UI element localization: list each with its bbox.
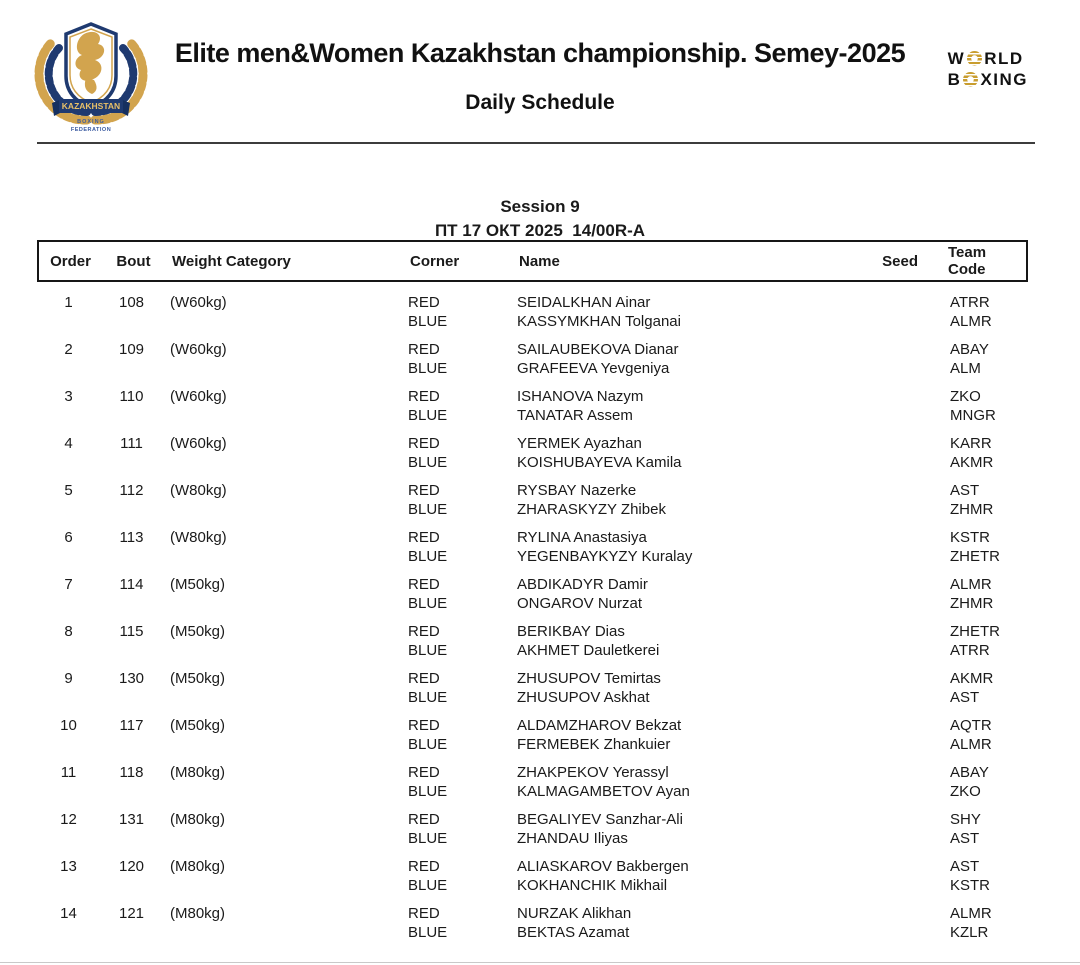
blue-seed [860, 924, 920, 943]
red-boxer-name: ISHANOVA Nazym [517, 388, 644, 405]
red-corner-label: RED [408, 717, 440, 734]
red-boxer-name: YERMEK Ayazhan [517, 435, 642, 452]
bout-cell: 109 [118, 341, 145, 358]
team-code-cell [920, 388, 1028, 425]
seed-cell [860, 905, 920, 942]
red-seed [860, 576, 920, 595]
red-corner-label: RED [408, 294, 440, 311]
name-cell [517, 717, 860, 754]
red-seed [860, 905, 920, 924]
weight-category-cell: (W80kg) [170, 482, 227, 499]
blue-team-code: ALMR [950, 312, 992, 330]
order-cell: 4 [64, 435, 73, 452]
name-cell [517, 905, 860, 942]
bout-cell: 114 [119, 576, 144, 593]
red-team-code: AQTR [950, 717, 992, 734]
blue-team-code: AST [950, 688, 980, 706]
header-titles [0, 0, 1080, 115]
weight-category-cell: (M50kg) [170, 576, 226, 593]
corner-cell [408, 529, 517, 566]
blue-team-code: ZHMR [950, 500, 994, 518]
table-row [37, 764, 1028, 801]
bout-cell: 130 [118, 670, 145, 687]
red-corner-label: RED [408, 670, 440, 687]
red-seed [860, 294, 920, 313]
red-team-code: AST [950, 858, 980, 875]
table-row [37, 388, 1028, 425]
seed-cell [860, 717, 920, 754]
session-title: Session 9 [500, 197, 580, 216]
red-corner-label: RED [408, 905, 440, 922]
blue-boxer-name: KASSYMKHAN Tolganai [517, 312, 681, 330]
blue-boxer-name: YEGENBAYKYZY Kuralay [517, 547, 693, 565]
red-corner-label: RED [408, 811, 440, 828]
kbf-boxing-text: BOXING [77, 119, 105, 125]
blue-seed [860, 501, 920, 520]
table-row [37, 576, 1028, 613]
red-boxer-name: BERIKBAY Dias [517, 623, 625, 640]
corner-cell [408, 670, 517, 707]
team-code-cell [920, 623, 1028, 660]
name-cell [517, 670, 860, 707]
red-corner-label: RED [408, 341, 440, 358]
team-code-cell [920, 341, 1028, 378]
red-boxer-name: ZHUSUPOV Temirtas [517, 670, 661, 687]
red-team-code: AST [950, 482, 980, 499]
red-boxer-name: ZHAKPEKOV Yerassyl [517, 764, 669, 781]
team-code-cell [920, 717, 1028, 754]
blue-corner-label: BLUE [408, 500, 448, 518]
table-row [37, 858, 1028, 895]
column-header-weight: Weight Category [172, 252, 291, 270]
red-boxer-name: SEIDALKHAN Ainar [517, 294, 651, 311]
seed-cell [860, 858, 920, 895]
name-cell [517, 623, 860, 660]
team-code-cell [920, 905, 1028, 942]
red-seed [860, 811, 920, 830]
column-header-corner: Corner [410, 252, 460, 270]
page-title: Elite men&Women Kazakhstan championship. Semey-2025 [174, 38, 906, 68]
weight-category-cell: (M80kg) [170, 858, 226, 875]
blue-seed [860, 595, 920, 614]
world-boxing-line1 [948, 48, 1028, 69]
red-corner-label: RED [408, 576, 440, 593]
red-boxer-name: BEGALIYEV Sanzhar-Ali [517, 811, 683, 828]
corner-cell [408, 623, 517, 660]
blue-team-code: AST [950, 829, 980, 847]
bout-cell: 108 [118, 294, 145, 311]
corner-cell [408, 435, 517, 472]
red-corner-label: RED [408, 388, 440, 405]
bout-cell: 112 [119, 482, 144, 499]
blue-corner-label: BLUE [408, 359, 448, 377]
blue-team-code: ATRR [950, 641, 990, 659]
red-corner-label: RED [408, 435, 440, 452]
wb-rld: RLD [984, 49, 1024, 68]
team-code-cell [920, 482, 1028, 519]
team-code-cell [920, 811, 1028, 848]
team-code-cell [920, 294, 1028, 331]
name-cell [517, 576, 860, 613]
name-cell [517, 341, 860, 378]
weight-category-cell: (M50kg) [170, 623, 226, 640]
table-row [37, 482, 1028, 519]
red-team-code: ZKO [950, 388, 981, 405]
blue-seed [860, 642, 920, 661]
red-seed [860, 388, 920, 407]
red-boxer-name: RYSBAY Nazerke [517, 482, 637, 499]
seed-cell [860, 811, 920, 848]
bout-cell: 110 [119, 388, 144, 405]
red-seed [860, 529, 920, 548]
blue-seed [860, 877, 920, 896]
blue-corner-label: BLUE [408, 688, 448, 706]
order-cell: 2 [64, 341, 73, 358]
blue-corner-label: BLUE [408, 876, 448, 894]
corner-cell [408, 388, 517, 425]
team-code-cell [920, 529, 1028, 566]
world-boxing-o-icon [967, 51, 982, 66]
blue-boxer-name: ONGAROV Nurzat [517, 594, 643, 612]
bout-cell: 121 [118, 905, 145, 922]
blue-corner-label: BLUE [408, 735, 448, 753]
blue-boxer-name: GRAFEEVA Yevgeniya [517, 359, 670, 377]
corner-cell [408, 341, 517, 378]
blue-team-code: ZKO [950, 782, 981, 800]
column-header-order: Order [50, 252, 91, 270]
weight-category-cell: (M80kg) [170, 764, 226, 781]
blue-seed [860, 830, 920, 849]
blue-boxer-name: TANATAR Assem [517, 406, 633, 424]
weight-category-cell: (W60kg) [170, 388, 227, 405]
order-cell: 12 [60, 811, 77, 828]
order-cell: 7 [64, 576, 73, 593]
red-corner-label: RED [408, 623, 440, 640]
bout-cell: 117 [119, 717, 144, 734]
name-cell [517, 811, 860, 848]
table-row [37, 670, 1028, 707]
seed-cell [860, 529, 920, 566]
corner-cell [408, 576, 517, 613]
table-row [37, 435, 1028, 472]
blue-corner-label: BLUE [408, 829, 448, 847]
red-seed [860, 341, 920, 360]
corner-cell [408, 811, 517, 848]
blue-seed [860, 360, 920, 379]
red-team-code: KSTR [950, 529, 991, 546]
order-cell: 8 [64, 623, 73, 640]
session-heading [0, 197, 1080, 241]
blue-corner-label: BLUE [408, 594, 448, 612]
red-team-code: SHY [950, 811, 981, 828]
blue-team-code: MNGR [950, 406, 996, 424]
blue-boxer-name: ZHARASKYZY Zhibek [517, 500, 666, 518]
order-cell: 9 [64, 670, 73, 687]
seed-cell [860, 482, 920, 519]
table-row [37, 811, 1028, 848]
team-code-cell [920, 435, 1028, 472]
corner-cell [408, 764, 517, 801]
corner-cell [408, 717, 517, 754]
red-boxer-name: ABDIKADYR Damir [517, 576, 648, 593]
blue-seed [860, 548, 920, 567]
weight-category-cell: (M50kg) [170, 670, 226, 687]
wb-b: B [947, 70, 962, 89]
blue-corner-label: BLUE [408, 782, 448, 800]
seed-cell [860, 764, 920, 801]
blue-boxer-name: BEKTAS Azamat [517, 923, 630, 941]
name-cell [517, 529, 860, 566]
blue-boxer-name: AKHMET Dauletkerei [517, 641, 660, 659]
seed-cell [860, 294, 920, 331]
team-code-cell [920, 764, 1028, 801]
table-row [37, 623, 1028, 660]
weight-category-cell: (W60kg) [170, 294, 227, 311]
blue-corner-label: BLUE [408, 312, 448, 330]
column-header-seed: Seed [882, 252, 918, 270]
world-boxing-logo [948, 48, 1028, 90]
weight-category-cell: (M80kg) [170, 811, 226, 828]
red-team-code: KARR [950, 435, 992, 452]
blue-team-code: KSTR [950, 876, 991, 894]
document-header [0, 0, 1080, 143]
world-boxing-line2 [948, 69, 1028, 90]
blue-team-code: AKMR [950, 453, 994, 471]
bout-cell: 118 [119, 764, 144, 781]
name-cell [517, 482, 860, 519]
seed-cell [860, 435, 920, 472]
red-boxer-name: SAILAUBEKOVA Dianar [517, 341, 679, 358]
blue-seed [860, 736, 920, 755]
column-header-name: Name [519, 252, 560, 270]
red-team-code: ALMR [950, 576, 992, 593]
red-team-code: ZHETR [950, 623, 1000, 640]
red-seed [860, 670, 920, 689]
blue-seed [860, 407, 920, 426]
weight-category-cell: (W60kg) [170, 435, 227, 452]
session-datetime: ПТ 17 ОКТ 2025 14/00R-A [434, 221, 646, 240]
red-corner-label: RED [408, 858, 440, 875]
red-seed [860, 717, 920, 736]
order-cell: 5 [64, 482, 73, 499]
name-cell [517, 764, 860, 801]
seed-cell [860, 388, 920, 425]
weight-category-cell: (W80kg) [170, 529, 227, 546]
page-bottom-divider [0, 962, 1080, 963]
table-header-row [37, 240, 1028, 282]
blue-team-code: ALMR [950, 735, 992, 753]
corner-cell [408, 905, 517, 942]
seed-cell [860, 623, 920, 660]
red-corner-label: RED [408, 529, 440, 546]
order-cell: 11 [60, 764, 77, 781]
blue-boxer-name: KALMAGAMBETOV Ayan [517, 782, 690, 800]
blue-boxer-name: ZHANDAU Iliyas [517, 829, 628, 847]
table-row [37, 294, 1028, 331]
seed-cell [860, 670, 920, 707]
blue-corner-label: BLUE [408, 406, 448, 424]
blue-corner-label: BLUE [408, 923, 448, 941]
red-boxer-name: ALDAMZHAROV Bekzat [517, 717, 682, 734]
bout-cell: 115 [119, 623, 144, 640]
blue-seed [860, 454, 920, 473]
column-header-team: Team Code [948, 244, 987, 278]
red-team-code: AKMR [950, 670, 994, 687]
blue-corner-label: BLUE [408, 641, 448, 659]
red-boxer-name: RYLINA Anastasiya [517, 529, 647, 546]
weight-category-cell: (W60kg) [170, 341, 227, 358]
bout-cell: 131 [118, 811, 145, 828]
blue-boxer-name: ZHUSUPOV Askhat [517, 688, 650, 706]
blue-boxer-name: KOKHANCHIK Mikhail [517, 876, 668, 894]
blue-team-code: ZHETR [950, 547, 1000, 565]
red-boxer-name: ALIASKAROV Bakbergen [517, 858, 689, 875]
corner-cell [408, 858, 517, 895]
table-row [37, 529, 1028, 566]
wb-xing: XING [980, 70, 1028, 89]
team-code-cell [920, 670, 1028, 707]
seed-cell [860, 341, 920, 378]
table-row [37, 905, 1028, 942]
name-cell [517, 858, 860, 895]
schedule-table [37, 240, 1028, 952]
wb-w: W [947, 49, 966, 68]
blue-corner-label: BLUE [408, 453, 448, 471]
bout-cell: 120 [118, 858, 145, 875]
blue-seed [860, 313, 920, 332]
table-body [37, 294, 1028, 942]
red-seed [860, 858, 920, 877]
corner-cell [408, 294, 517, 331]
name-cell [517, 388, 860, 425]
red-boxer-name: NURZAK Alikhan [517, 905, 632, 922]
bout-cell: 111 [120, 435, 143, 452]
kbf-banner-text: KAZAKHSTAN [61, 101, 121, 111]
blue-team-code: ALM [950, 359, 981, 377]
red-team-code: ABAY [950, 764, 989, 781]
team-code-cell [920, 858, 1028, 895]
red-corner-label: RED [408, 482, 440, 499]
blue-corner-label: BLUE [408, 547, 448, 565]
red-seed [860, 764, 920, 783]
bout-cell: 113 [119, 529, 144, 546]
weight-category-cell: (M80kg) [170, 905, 226, 922]
order-cell: 3 [64, 388, 73, 405]
red-corner-label: RED [408, 764, 440, 781]
red-seed [860, 623, 920, 642]
blue-team-code: KZLR [950, 923, 989, 941]
column-header-bout: Bout [116, 252, 151, 270]
order-cell: 1 [64, 294, 73, 311]
red-team-code: ATRR [950, 294, 990, 311]
page-subtitle: Daily Schedule [465, 91, 615, 114]
blue-boxer-name: KOISHUBAYEVA Kamila [517, 453, 682, 471]
team-code-cell [920, 576, 1028, 613]
red-seed [860, 435, 920, 454]
seed-cell [860, 576, 920, 613]
order-cell: 14 [60, 905, 77, 922]
table-row [37, 341, 1028, 378]
name-cell [517, 435, 860, 472]
blue-boxer-name: FERMEBEK Zhankuier [517, 735, 671, 753]
weight-category-cell: (M50kg) [170, 717, 226, 734]
table-row [37, 717, 1028, 754]
name-cell [517, 294, 860, 331]
order-cell: 10 [60, 717, 77, 734]
red-seed [860, 482, 920, 501]
blue-team-code: ZHMR [950, 594, 994, 612]
order-cell: 13 [60, 858, 77, 875]
red-team-code: ALMR [950, 905, 992, 922]
kbf-federation-text: FEDERATION [70, 127, 112, 133]
order-cell: 6 [64, 529, 73, 546]
world-boxing-o-icon [963, 72, 978, 87]
blue-seed [860, 783, 920, 802]
corner-cell [408, 482, 517, 519]
blue-seed [860, 689, 920, 708]
red-team-code: ABAY [950, 341, 989, 358]
header-divider [37, 142, 1035, 144]
